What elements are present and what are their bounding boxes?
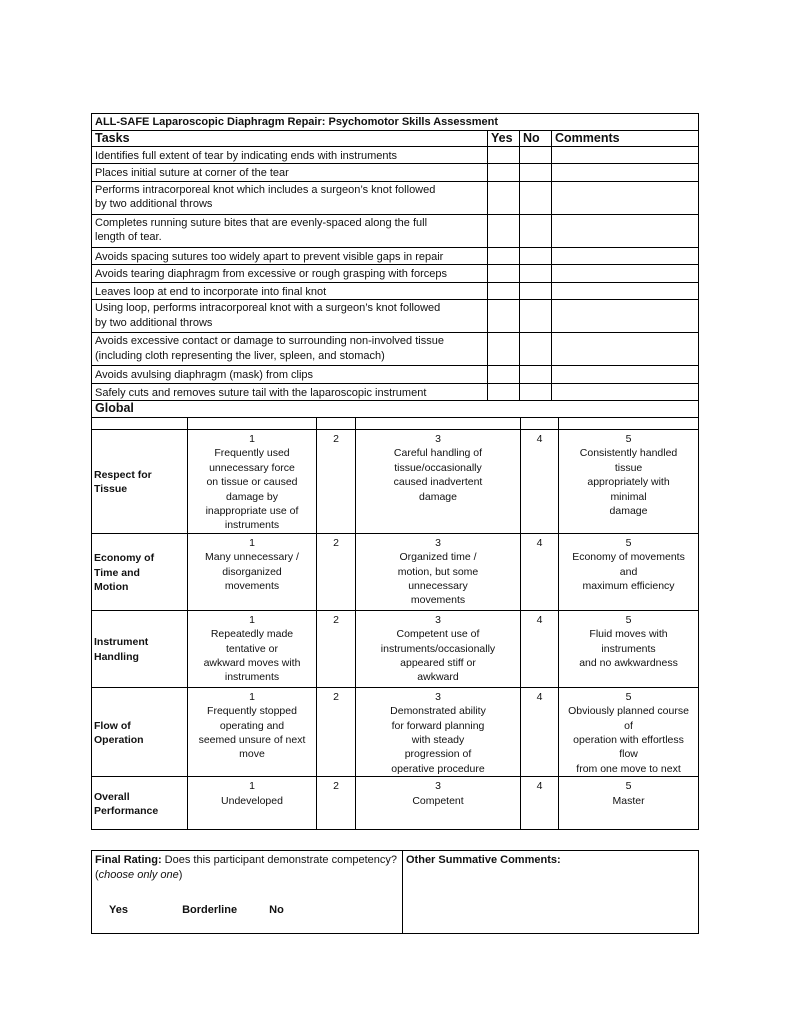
global-header-cell bbox=[521, 418, 559, 430]
task-comments-cell[interactable] bbox=[552, 300, 699, 333]
score-2-cell[interactable]: 2 bbox=[317, 533, 356, 610]
score-2-cell[interactable]: 2 bbox=[317, 430, 356, 534]
global-category-label: Economy of Time and Motion bbox=[92, 533, 188, 610]
final-rating-label: Final Rating: bbox=[95, 854, 162, 867]
task-no-cell[interactable] bbox=[520, 282, 552, 300]
score-1-cell[interactable]: 1 Frequently stopped operating and seemed unsure of next move bbox=[188, 687, 317, 776]
task-comments-cell[interactable] bbox=[552, 146, 699, 164]
task-yes-cell[interactable] bbox=[488, 282, 520, 300]
score-1-cell[interactable]: 1 Repeatedly made tentative or awkward moves with instruments bbox=[188, 610, 317, 687]
task-row bbox=[92, 333, 699, 366]
task-text: Safely cuts and removes suture tail with the laparoscopic instrument bbox=[92, 383, 488, 401]
task-comments-cell[interactable] bbox=[552, 282, 699, 300]
final-rating-close-paren: ) bbox=[178, 869, 183, 882]
global-rating-row bbox=[92, 777, 699, 830]
yes-header: Yes bbox=[488, 130, 520, 146]
tasks-header: Tasks bbox=[92, 130, 488, 146]
task-yes-cell[interactable] bbox=[488, 181, 520, 214]
score-3-cell[interactable]: 3 Competent bbox=[356, 777, 521, 830]
score-3-cell[interactable]: 3 Careful handling of tissue/occasionally caused inadvertent damage bbox=[356, 430, 521, 534]
task-row bbox=[92, 383, 699, 401]
score-2-cell[interactable]: 2 bbox=[317, 777, 356, 830]
score-3-cell[interactable]: 3 Competent use of instruments/occasionally appeared stiff or awkward bbox=[356, 610, 521, 687]
final-section bbox=[91, 850, 699, 934]
task-comments-cell[interactable] bbox=[552, 333, 699, 366]
task-row bbox=[92, 164, 699, 182]
task-text: Completes running suture bites that are evenly-spaced along the full length of tear. bbox=[92, 214, 488, 247]
task-yes-cell[interactable] bbox=[488, 300, 520, 333]
other-comments-label: Other Summative Comments: bbox=[406, 854, 561, 867]
task-no-cell[interactable] bbox=[520, 146, 552, 164]
score-4-cell[interactable]: 4 bbox=[521, 533, 559, 610]
task-comments-cell[interactable] bbox=[552, 265, 699, 283]
task-comments-cell[interactable] bbox=[552, 214, 699, 247]
global-rating-row bbox=[92, 687, 699, 776]
final-rating-option-yes[interactable]: Yes bbox=[109, 904, 128, 917]
score-1-cell[interactable]: 1 Many unnecessary / disorganized movements bbox=[188, 533, 317, 610]
tasks-table bbox=[91, 113, 699, 401]
task-row bbox=[92, 146, 699, 164]
score-2-cell[interactable]: 2 bbox=[317, 687, 356, 776]
task-text: Leaves loop at end to incorporate into final knot bbox=[92, 282, 488, 300]
task-yes-cell[interactable] bbox=[488, 333, 520, 366]
global-rating-row bbox=[92, 533, 699, 610]
global-rating-row bbox=[92, 430, 699, 534]
score-5-cell[interactable]: 5 Economy of movements and maximum efficiency bbox=[559, 533, 699, 610]
final-rating-question: Does this participant demonstrate competency? ( bbox=[95, 854, 398, 882]
score-4-cell[interactable]: 4 bbox=[521, 430, 559, 534]
task-yes-cell[interactable] bbox=[488, 164, 520, 182]
task-yes-cell[interactable] bbox=[488, 146, 520, 164]
global-header-cell bbox=[188, 418, 317, 430]
global-header-cell bbox=[356, 418, 521, 430]
task-text: Avoids tearing diaphragm from excessive or rough grasping with forceps bbox=[92, 265, 488, 283]
global-rating-row bbox=[92, 610, 699, 687]
global-header-cell bbox=[317, 418, 356, 430]
score-4-cell[interactable]: 4 bbox=[521, 777, 559, 830]
final-rating-choose-hint: choose only one bbox=[98, 869, 179, 882]
score-3-cell[interactable]: 3 Demonstrated ability for forward planning with steady progression of operative procedure bbox=[356, 687, 521, 776]
task-comments-cell[interactable] bbox=[552, 181, 699, 214]
task-yes-cell[interactable] bbox=[488, 214, 520, 247]
no-header: No bbox=[520, 130, 552, 146]
task-text: Avoids excessive contact or damage to surrounding non-involved tissue (including cloth representing the liver, spleen, and stomach) bbox=[92, 333, 488, 366]
task-no-cell[interactable] bbox=[520, 366, 552, 384]
global-category-label: Respect for Tissue bbox=[92, 430, 188, 534]
form-title: ALL-SAFE Laparoscopic Diaphragm Repair: Psychomotor Skills Assessment bbox=[92, 114, 699, 131]
score-5-cell[interactable]: 5 Obviously planned course of operation with effortless flow from one move to next bbox=[559, 687, 699, 776]
final-rating-options bbox=[95, 903, 399, 918]
task-no-cell[interactable] bbox=[520, 383, 552, 401]
score-3-cell[interactable]: 3 Organized time / motion, but some unnecessary movements bbox=[356, 533, 521, 610]
other-comments-cell[interactable] bbox=[403, 851, 699, 934]
task-yes-cell[interactable] bbox=[488, 265, 520, 283]
task-text: Avoids avulsing diaphragm (mask) from clips bbox=[92, 366, 488, 384]
task-no-cell[interactable] bbox=[520, 333, 552, 366]
task-yes-cell[interactable] bbox=[488, 247, 520, 265]
task-row bbox=[92, 214, 699, 247]
task-row bbox=[92, 247, 699, 265]
task-no-cell[interactable] bbox=[520, 214, 552, 247]
task-text: Avoids spacing sutures too widely apart to prevent visible gaps in repair bbox=[92, 247, 488, 265]
task-text: Performs intracorporeal knot which includes a surgeon’s knot followed by two additional throws bbox=[92, 181, 488, 214]
global-header-cell bbox=[92, 418, 188, 430]
task-row bbox=[92, 300, 699, 333]
score-5-cell[interactable]: 5 Fluid moves with instruments and no awkwardness bbox=[559, 610, 699, 687]
global-header-cell bbox=[559, 418, 699, 430]
task-no-cell[interactable] bbox=[520, 164, 552, 182]
task-comments-cell[interactable] bbox=[552, 383, 699, 401]
score-5-cell[interactable]: 5 Master bbox=[559, 777, 699, 830]
task-comments-cell[interactable] bbox=[552, 247, 699, 265]
task-text: Places initial suture at corner of the tear bbox=[92, 164, 488, 182]
score-5-cell[interactable]: 5 Consistently handled tissue appropriately with minimal damage bbox=[559, 430, 699, 534]
task-row bbox=[92, 366, 699, 384]
assessment-form bbox=[91, 113, 698, 934]
task-no-cell[interactable] bbox=[520, 181, 552, 214]
task-row bbox=[92, 265, 699, 283]
task-row bbox=[92, 282, 699, 300]
task-comments-cell[interactable] bbox=[552, 366, 699, 384]
global-category-label: Flow of Operation bbox=[92, 687, 188, 776]
task-text: Identifies full extent of tear by indicating ends with instruments bbox=[92, 146, 488, 164]
task-yes-cell[interactable] bbox=[488, 366, 520, 384]
score-4-cell[interactable]: 4 bbox=[521, 687, 559, 776]
score-1-cell[interactable]: 1 Frequently used unnecessary force on tissue or caused damage by inappropriate use of instruments bbox=[188, 430, 317, 534]
score-1-cell[interactable]: 1 Undeveloped bbox=[188, 777, 317, 830]
global-section-title: Global bbox=[92, 401, 699, 418]
final-rating-cell bbox=[92, 851, 403, 934]
task-yes-cell[interactable] bbox=[488, 383, 520, 401]
task-comments-cell[interactable] bbox=[552, 164, 699, 182]
task-no-cell[interactable] bbox=[520, 265, 552, 283]
task-text: Using loop, performs intracorporeal knot with a surgeon’s knot followed by two additional throws bbox=[92, 300, 488, 333]
score-2-cell[interactable]: 2 bbox=[317, 610, 356, 687]
task-no-cell[interactable] bbox=[520, 300, 552, 333]
task-row bbox=[92, 181, 699, 214]
task-no-cell[interactable] bbox=[520, 247, 552, 265]
final-rating-option-no[interactable]: No bbox=[269, 904, 284, 917]
score-4-cell[interactable]: 4 bbox=[521, 610, 559, 687]
global-table bbox=[91, 401, 699, 830]
global-category-label: Overall Performance bbox=[92, 777, 188, 830]
final-rating-option-borderline[interactable]: Borderline bbox=[182, 904, 238, 917]
global-category-label: Instrument Handling bbox=[92, 610, 188, 687]
comments-header: Comments bbox=[552, 130, 699, 146]
